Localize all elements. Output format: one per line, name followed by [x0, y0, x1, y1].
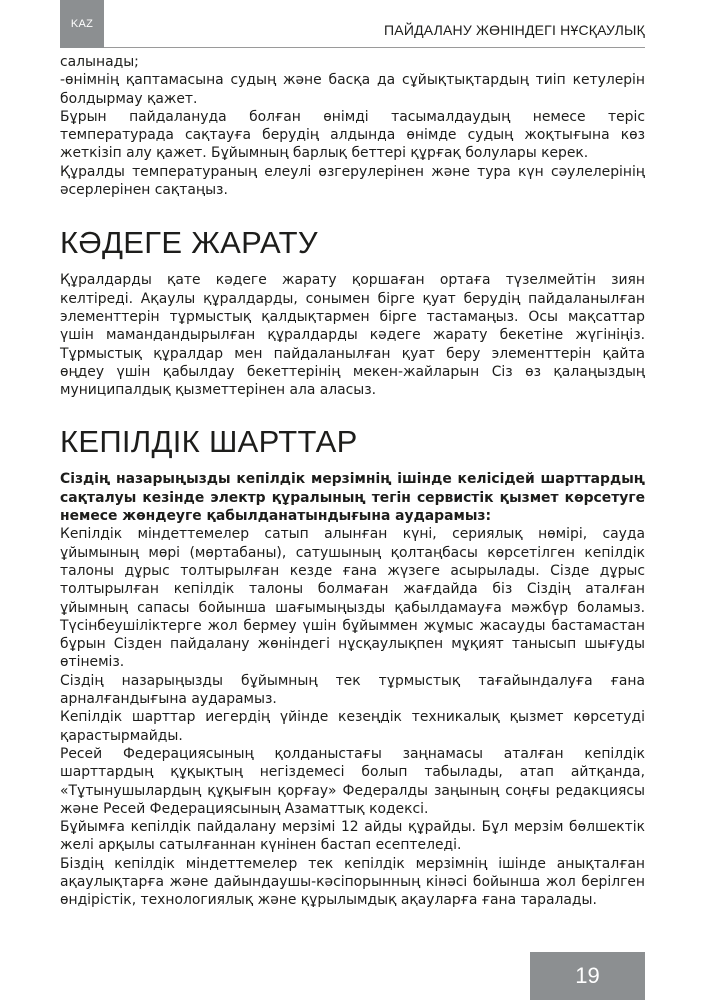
disposal-heading: КӘДЕГЕ ЖАРАТУ [60, 225, 318, 261]
warranty-paragraph: Кепілдік міндеттемелер сатып алынған күні, сериялық нөмірі, сауда ұйымының мөрі (мөртабаны), сатушының қолтаңбасы көрсетілген кепілдік талоны дұрыс толтырылған кезде ғана жүзеге асырылады. Сізде дұрыс толтырылған кепілдік талоны болмаған жағдайда біз Сіздің аталған ұйымның сапасы бойынша шағымыңызды қабылдамауға мәжбүр боламыз. Түсінбеушіліктерге жол бермеу үшін бұйыммен жұмыс жасауды бастамастан бұрын Сізден пайдалану жөніндегі нұсқаулықпен мұқият танысып шығуды өтінеміз. [60, 526, 645, 671]
warranty-paragraph: Кепілдік шарттар иегердің үйінде кезеңдік техникалық қызмет көрсетуді қарастырмайды. [60, 709, 645, 744]
language-code: KAZ [70, 18, 94, 30]
intro-paragraph: салынады; [60, 54, 139, 70]
page-content [60, 53, 645, 910]
intro-paragraph: Бұрын пайдалануда болған өнімді тасымалдаудың немесе теріс температурада сақтауға берудің алдында өнімде судың жоқтығына көз жеткізіп алу қажет. Бұйымның барлық беттері құрғақ болулары керек. [60, 108, 645, 162]
page-number-box [530, 952, 645, 1000]
warranty-notice: Сіздің назарыңызды кепілдік мерзімнің ішінде келісідей шарттардың сақталуы кезінде электр құралының тегін сервистік қызмет көрсетуге немесе жөндеуге қабылданатындығына аударамыз: [60, 471, 645, 525]
warranty-paragraph: Бұйымға кепілдік пайдалану мерзімі 12 айды құрайды. Бұл мерзім бөлшектік желі арқылы сатылғаннан күнінен бастап есептеледі. [60, 819, 645, 854]
warranty-paragraph: Біздің кепілдік міндеттемелер тек кепілдік мерзімнің ішінде анықталған ақаулықтарға және дайындаушы-кәсіпорынның кінәсі бойынша жол берілген өндірістік, технологиялық және құрылымдық ақауларға ғана таралады. [60, 855, 645, 909]
language-tab [60, 0, 104, 48]
document-title: ПАЙДАЛАНУ ЖӨНІНДЕГІ НҰСҚАУЛЫҚ [384, 22, 645, 38]
header-divider [104, 47, 645, 48]
intro-paragraph: -өнімнің қаптамасына судың және басқа да сұйықтықтардың тиіп кетулерін болдырмау қажет. [60, 72, 645, 107]
warranty-paragraph: Ресей Федерациясының қолданыстағы заңнамасы аталған кепілдік шарттардың құқықтың негіздемесі болып табылады, атап айтқанда, «Тұтынушылардың құқығын қорғау» Федералды заңының соңғы редакциясы және Ресей Федерациясының Азаматтық кодексі. [60, 745, 645, 817]
intro-paragraph: Құралды температураның елеулі өзгерулерінен және тура күн сәулелерінің әсерлерінен сақтаңыз. [60, 163, 645, 199]
warranty-heading: КЕПІЛДІК ШАРТТАР [60, 424, 358, 460]
warranty-paragraph: Сіздің назарыңызды бұйымның тек тұрмыстық тағайындалуға ғана арналғандығына аударамыз. [60, 672, 645, 708]
disposal-paragraph: Құралдарды қате кәдеге жарату қоршаған ортаға түзелмейтін зиян келтіреді. Ақаулы құралдарды, сонымен бірге қуат берудің пайдаланылған элементтерін тұрмыстық қалдықтармен бірге тастамаңыз. Осы мақсаттар үшін мамандандырылған құралдарды кәдеге жарату бекетіне жүгініңіз. Тұрмыстық құралдар мен пайдаланылған қуат беру элементтерін қайта өңдеу үшін қабылдау бекеттерінің мекен-жайларын Сіз өз қалаңыздың муниципалдық қызметтерінен ала аласыз. [60, 272, 645, 399]
page-number: 19 [575, 963, 600, 988]
